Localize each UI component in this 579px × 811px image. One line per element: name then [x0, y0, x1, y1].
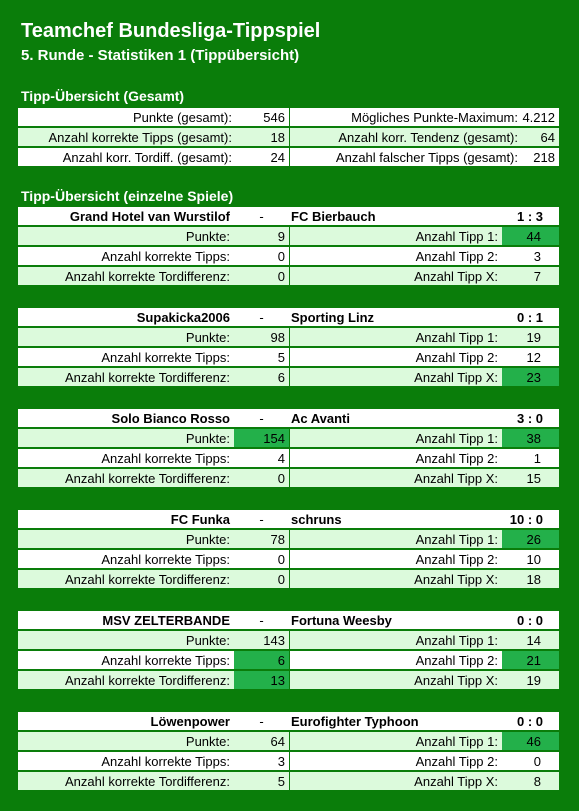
- versus-dash: -: [234, 611, 289, 630]
- stat-value-punkte: 64: [234, 732, 289, 751]
- stat-row: [18, 651, 559, 671]
- away-team: Ac Avanti: [289, 409, 489, 428]
- overview-row: [18, 148, 559, 168]
- stat-label-tordiff: Anzahl korrekte Tordifferenz:: [18, 368, 234, 387]
- stat-row: [18, 671, 559, 691]
- stat-row: [18, 429, 559, 449]
- stat-value-tipp2: 1: [502, 449, 559, 468]
- home-team: Löwenpower: [18, 712, 234, 731]
- stat-label-tordiff: Anzahl korrekte Tordifferenz:: [18, 267, 234, 286]
- stat-value-tippx: 7: [502, 267, 559, 286]
- stat-label-tipp2: Anzahl Tipp 2:: [290, 449, 502, 468]
- away-team: Fortuna Weesby: [289, 611, 489, 630]
- stat-value-tipp2: 0: [502, 752, 559, 771]
- stat-value-korrekte: 0: [234, 247, 289, 266]
- stat-label-tipp2: Anzahl Tipp 2:: [290, 550, 502, 569]
- stat-row: [18, 550, 559, 570]
- stat-label-tipp1: Anzahl Tipp 1:: [290, 530, 502, 549]
- stat-row: [18, 449, 559, 469]
- stat-value-korrekte: 3: [234, 752, 289, 771]
- stat-label-tordiff: Anzahl korrekte Tordifferenz:: [18, 671, 234, 690]
- overview-value: 546: [234, 108, 289, 127]
- stat-label-punkte: Punkte:: [18, 429, 234, 448]
- page-subtitle: 5. Runde - Statistiken 1 (Tippübersicht): [21, 47, 300, 64]
- stat-label-korrekte: Anzahl korrekte Tipps:: [18, 752, 234, 771]
- stat-label-korrekte: Anzahl korrekte Tipps:: [18, 348, 234, 367]
- stat-label-tipp1: Anzahl Tipp 1:: [290, 732, 502, 751]
- stat-label-tipp1: Anzahl Tipp 1:: [290, 328, 502, 347]
- match-block: [18, 712, 559, 792]
- overview-row: [18, 128, 559, 148]
- match-block: [18, 308, 559, 388]
- stat-label-tippx: Anzahl Tipp X:: [290, 368, 502, 387]
- stat-label-tippx: Anzahl Tipp X:: [290, 772, 502, 791]
- stat-row: [18, 267, 559, 287]
- stat-row: [18, 530, 559, 550]
- stat-label-tippx: Anzahl Tipp X:: [290, 671, 502, 690]
- match-header: [18, 712, 559, 732]
- stat-value-tippx: 23: [502, 368, 559, 387]
- stat-row: [18, 328, 559, 348]
- home-team: MSV ZELTERBANDE: [18, 611, 234, 630]
- stat-value-tippx: 8: [502, 772, 559, 791]
- stat-value-tipp1: 38: [502, 429, 559, 448]
- stat-value-tipp2: 3: [502, 247, 559, 266]
- stat-row: [18, 772, 559, 792]
- home-team: Supakicka2006: [18, 308, 234, 327]
- overview-row: [18, 108, 559, 128]
- away-team: Sporting Linz: [289, 308, 489, 327]
- stat-label-punkte: Punkte:: [18, 530, 234, 549]
- match-header: [18, 611, 559, 631]
- stat-label-tipp1: Anzahl Tipp 1:: [290, 429, 502, 448]
- stat-label-punkte: Punkte:: [18, 328, 234, 347]
- stat-label-korrekte: Anzahl korrekte Tipps:: [18, 651, 234, 670]
- stat-value-tordiff: 6: [234, 368, 289, 387]
- stat-label-tipp2: Anzahl Tipp 2:: [290, 752, 502, 771]
- page-title: Teamchef Bundesliga-Tippspiel: [21, 20, 321, 42]
- stat-label-tipp2: Anzahl Tipp 2:: [290, 651, 502, 670]
- stat-row: [18, 752, 559, 772]
- stat-row: [18, 368, 559, 388]
- away-team: schruns: [289, 510, 489, 529]
- overview-label: Anzahl korr. Tendenz (gesamt):: [290, 128, 520, 147]
- stat-value-tordiff: 0: [234, 267, 289, 286]
- stat-label-tipp2: Anzahl Tipp 2:: [290, 348, 502, 367]
- stat-row: [18, 732, 559, 752]
- match-block: [18, 510, 559, 590]
- stat-label-korrekte: Anzahl korrekte Tipps:: [18, 449, 234, 468]
- stat-label-punkte: Punkte:: [18, 732, 234, 751]
- match-header: [18, 510, 559, 530]
- overview-table: [18, 108, 559, 168]
- stat-label-tippx: Anzahl Tipp X:: [290, 570, 502, 589]
- stat-value-tordiff: 0: [234, 469, 289, 488]
- stat-value-tipp2: 10: [502, 550, 559, 569]
- stat-label-tordiff: Anzahl korrekte Tordifferenz:: [18, 570, 234, 589]
- stat-value-tipp1: 14: [502, 631, 559, 650]
- stat-value-tipp1: 26: [502, 530, 559, 549]
- stat-value-korrekte: 5: [234, 348, 289, 367]
- stat-value-tipp1: 46: [502, 732, 559, 751]
- overview-label: Mögliches Punkte-Maximum:: [290, 108, 520, 127]
- stat-value-tippx: 15: [502, 469, 559, 488]
- stat-label-tordiff: Anzahl korrekte Tordifferenz:: [18, 469, 234, 488]
- match-block: [18, 409, 559, 489]
- overview-heading: Tipp-Übersicht (Gesamt): [21, 88, 185, 104]
- stat-value-punkte: 143: [234, 631, 289, 650]
- stat-row: [18, 570, 559, 590]
- away-team: Eurofighter Typhoon: [289, 712, 489, 731]
- match-block: [18, 207, 559, 287]
- home-team: Grand Hotel van Wurstilof: [18, 207, 234, 226]
- match-score: 10 : 0: [489, 510, 559, 529]
- stat-value-tipp2: 21: [502, 651, 559, 670]
- versus-dash: -: [234, 308, 289, 327]
- stat-label-punkte: Punkte:: [18, 227, 234, 246]
- stat-value-korrekte: 4: [234, 449, 289, 468]
- stat-label-tippx: Anzahl Tipp X:: [290, 267, 502, 286]
- home-team: FC Funka: [18, 510, 234, 529]
- stat-value-tippx: 19: [502, 671, 559, 690]
- stat-row: [18, 631, 559, 651]
- stat-row: [18, 469, 559, 489]
- versus-dash: -: [234, 409, 289, 428]
- overview-value: 4.212: [520, 108, 559, 127]
- overview-label: Anzahl korr. Tordiff. (gesamt):: [18, 148, 234, 167]
- match-score: 0 : 0: [489, 712, 559, 731]
- stat-row: [18, 348, 559, 368]
- stat-value-punkte: 9: [234, 227, 289, 246]
- match-score: 0 : 1: [489, 308, 559, 327]
- overview-value: 218: [520, 148, 559, 167]
- stat-value-tippx: 18: [502, 570, 559, 589]
- stat-value-punkte: 154: [234, 429, 289, 448]
- overview-label: Punkte (gesamt):: [18, 108, 234, 127]
- overview-value: 64: [520, 128, 559, 147]
- matches-heading: Tipp-Übersicht (einzelne Spiele): [21, 188, 234, 204]
- overview-label: Anzahl korrekte Tipps (gesamt):: [18, 128, 234, 147]
- stat-value-tipp1: 44: [502, 227, 559, 246]
- versus-dash: -: [234, 510, 289, 529]
- stat-label-tipp2: Anzahl Tipp 2:: [290, 247, 502, 266]
- stat-value-tipp1: 19: [502, 328, 559, 347]
- match-header: [18, 409, 559, 429]
- stat-label-tipp1: Anzahl Tipp 1:: [290, 227, 502, 246]
- overview-value: 18: [234, 128, 289, 147]
- stat-value-tordiff: 0: [234, 570, 289, 589]
- stat-value-korrekte: 6: [234, 651, 289, 670]
- stat-value-punkte: 78: [234, 530, 289, 549]
- versus-dash: -: [234, 207, 289, 226]
- away-team: FC Bierbauch: [289, 207, 489, 226]
- overview-label: Anzahl falscher Tipps (gesamt):: [290, 148, 520, 167]
- stat-label-tipp1: Anzahl Tipp 1:: [290, 631, 502, 650]
- match-score: 0 : 0: [489, 611, 559, 630]
- stat-value-tordiff: 5: [234, 772, 289, 791]
- match-block: [18, 611, 559, 691]
- stat-label-korrekte: Anzahl korrekte Tipps:: [18, 247, 234, 266]
- stat-label-korrekte: Anzahl korrekte Tipps:: [18, 550, 234, 569]
- overview-value: 24: [234, 148, 289, 167]
- stat-value-korrekte: 0: [234, 550, 289, 569]
- stat-label-punkte: Punkte:: [18, 631, 234, 650]
- match-header: [18, 308, 559, 328]
- stat-label-tordiff: Anzahl korrekte Tordifferenz:: [18, 772, 234, 791]
- stat-value-tordiff: 13: [234, 671, 289, 690]
- match-score: 3 : 0: [489, 409, 559, 428]
- stat-value-punkte: 98: [234, 328, 289, 347]
- versus-dash: -: [234, 712, 289, 731]
- stat-value-tipp2: 12: [502, 348, 559, 367]
- match-header: [18, 207, 559, 227]
- stat-row: [18, 227, 559, 247]
- home-team: Solo Bianco Rosso: [18, 409, 234, 428]
- stat-row: [18, 247, 559, 267]
- match-score: 1 : 3: [489, 207, 559, 226]
- stat-label-tippx: Anzahl Tipp X:: [290, 469, 502, 488]
